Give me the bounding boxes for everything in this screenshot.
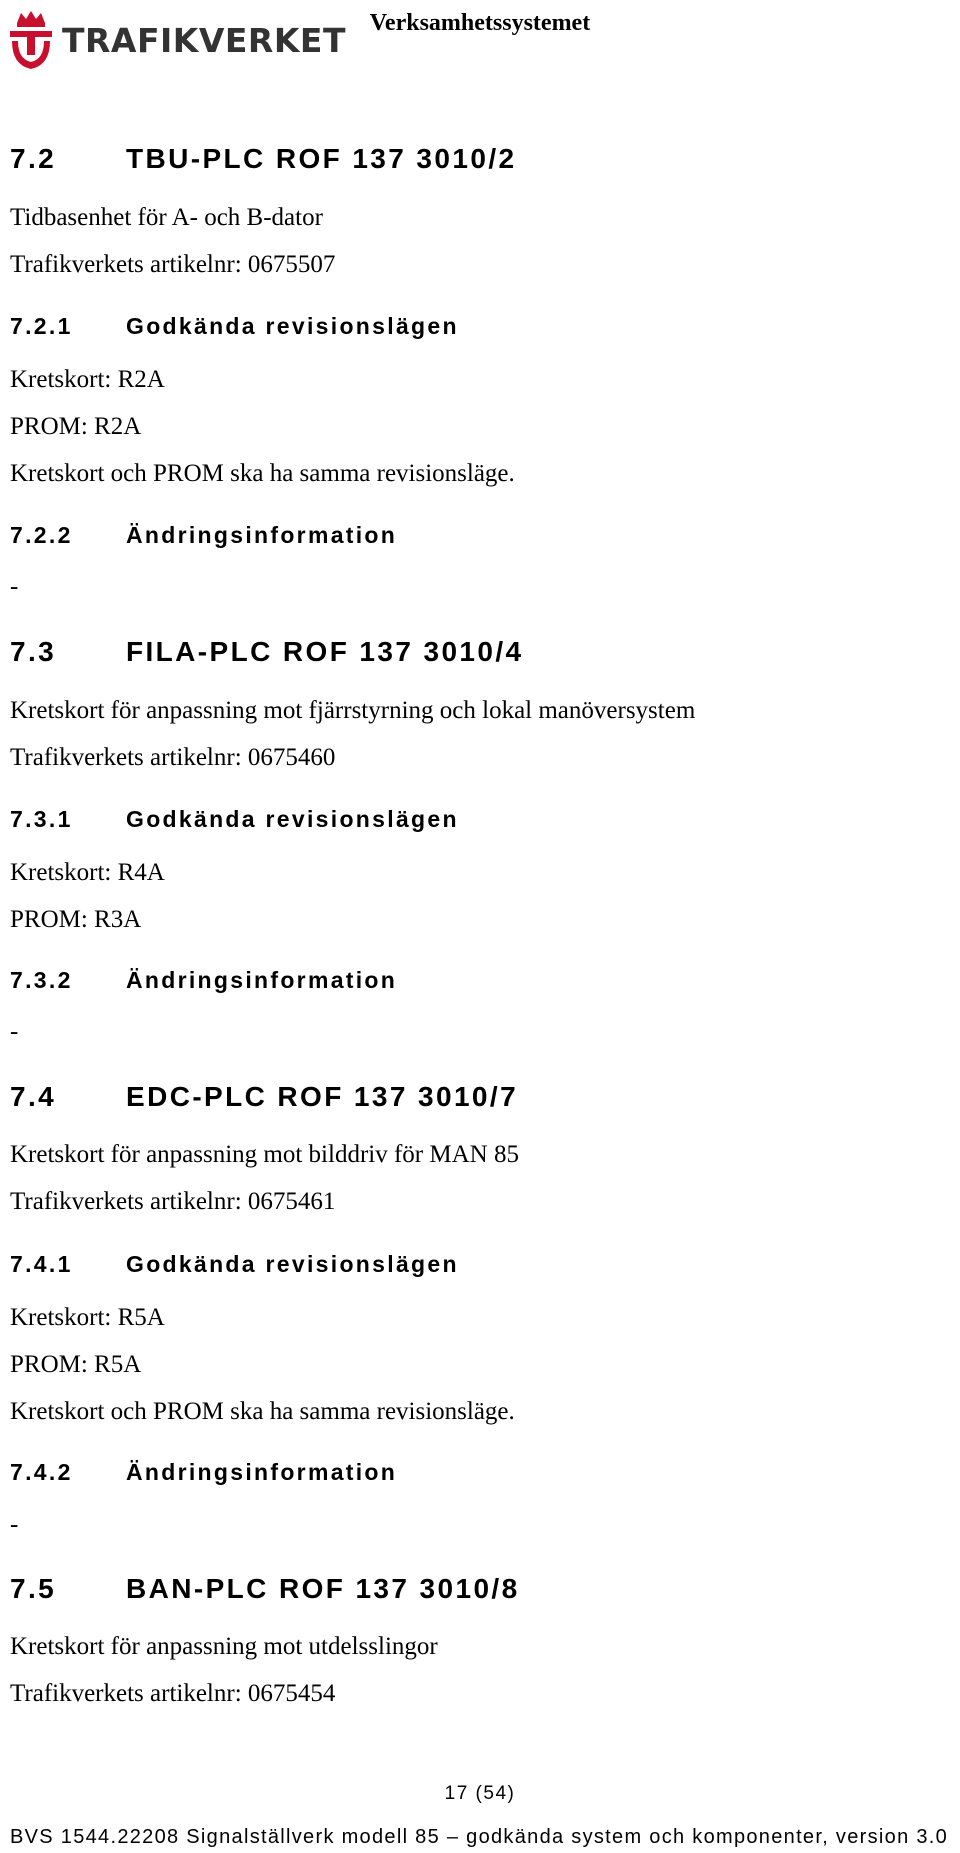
section-number: 7.3	[10, 636, 57, 667]
subsection-heading	[10, 1251, 459, 1278]
subsection-title: Godkända revisionslägen	[126, 313, 459, 339]
subsection-number: 7.3.2	[10, 967, 73, 993]
subsection-number: 7.2.2	[10, 522, 73, 548]
paragraph: Kretskort för anpassning mot bilddriv för MAN 85	[10, 1141, 519, 1168]
paragraph: Trafikverkets artikelnr: 0675507	[10, 251, 336, 278]
section-heading	[10, 1573, 520, 1605]
subsection-title: Ändringsinformation	[126, 1459, 398, 1485]
subsection-number: 7.3.1	[10, 806, 73, 832]
paragraph: -	[10, 1511, 19, 1538]
paragraph: PROM: R5A	[10, 1351, 142, 1378]
subsection-heading	[10, 313, 459, 340]
paragraph: Kretskort för anpassning mot fjärrstyrning och lokal manöversystem	[10, 697, 696, 724]
section-heading	[10, 636, 524, 668]
paragraph: Kretskort: R2A	[10, 366, 165, 393]
subsection-heading	[10, 967, 397, 994]
subsection-title: Godkända revisionslägen	[126, 806, 459, 832]
section-title: BAN-PLC ROF 137 3010/8	[126, 1573, 520, 1604]
paragraph: PROM: R3A	[10, 906, 142, 933]
section-number: 7.5	[10, 1573, 57, 1604]
logo-wordmark: TRAFIKVERKET	[62, 20, 346, 60]
paragraph: Trafikverkets artikelnr: 0675461	[10, 1188, 336, 1215]
paragraph: Kretskort och PROM ska ha samma revisionsläge.	[10, 1398, 515, 1425]
section-title: EDC-PLC ROF 137 3010/7	[126, 1081, 519, 1112]
section-heading	[10, 143, 516, 175]
paragraph: -	[10, 573, 19, 600]
section-number: 7.4	[10, 1081, 57, 1112]
subsection-title: Ändringsinformation	[126, 967, 398, 993]
paragraph: Kretskort: R4A	[10, 859, 165, 886]
paragraph: Kretskort och PROM ska ha samma revisionsläge.	[10, 460, 515, 487]
paragraph: Trafikverkets artikelnr: 0675460	[10, 744, 336, 771]
section-title: FILA-PLC ROF 137 3010/4	[126, 636, 524, 667]
paragraph: Trafikverkets artikelnr: 0675454	[10, 1680, 336, 1707]
paragraph: PROM: R2A	[10, 413, 142, 440]
paragraph: Kretskort för anpassning mot utdelsslingor	[10, 1633, 438, 1660]
subsection-heading	[10, 522, 397, 549]
subsection-title: Godkända revisionslägen	[126, 1251, 459, 1277]
paragraph: Kretskort: R5A	[10, 1304, 165, 1331]
subsection-number: 7.2.1	[10, 313, 73, 339]
section-title: TBU-PLC ROF 137 3010/2	[126, 143, 517, 174]
section-number: 7.2	[10, 143, 57, 174]
paragraph: Tidbasenhet för A- och B-dator	[10, 204, 323, 231]
paragraph: -	[10, 1018, 19, 1045]
subsection-heading	[10, 1459, 397, 1486]
section-heading	[10, 1081, 518, 1113]
subsection-heading	[10, 806, 459, 833]
subsection-title: Ändringsinformation	[126, 522, 398, 548]
page-header-title: Verksamhetssystemet	[369, 10, 591, 36]
document-footer: BVS 1544.22208 Signalställverk modell 85 – godkända system och komponenter, version 3.0	[10, 1826, 949, 1848]
subsection-number: 7.4.2	[10, 1459, 73, 1485]
page-number: 17 (54)	[444, 1783, 516, 1804]
subsection-number: 7.4.1	[10, 1251, 73, 1277]
